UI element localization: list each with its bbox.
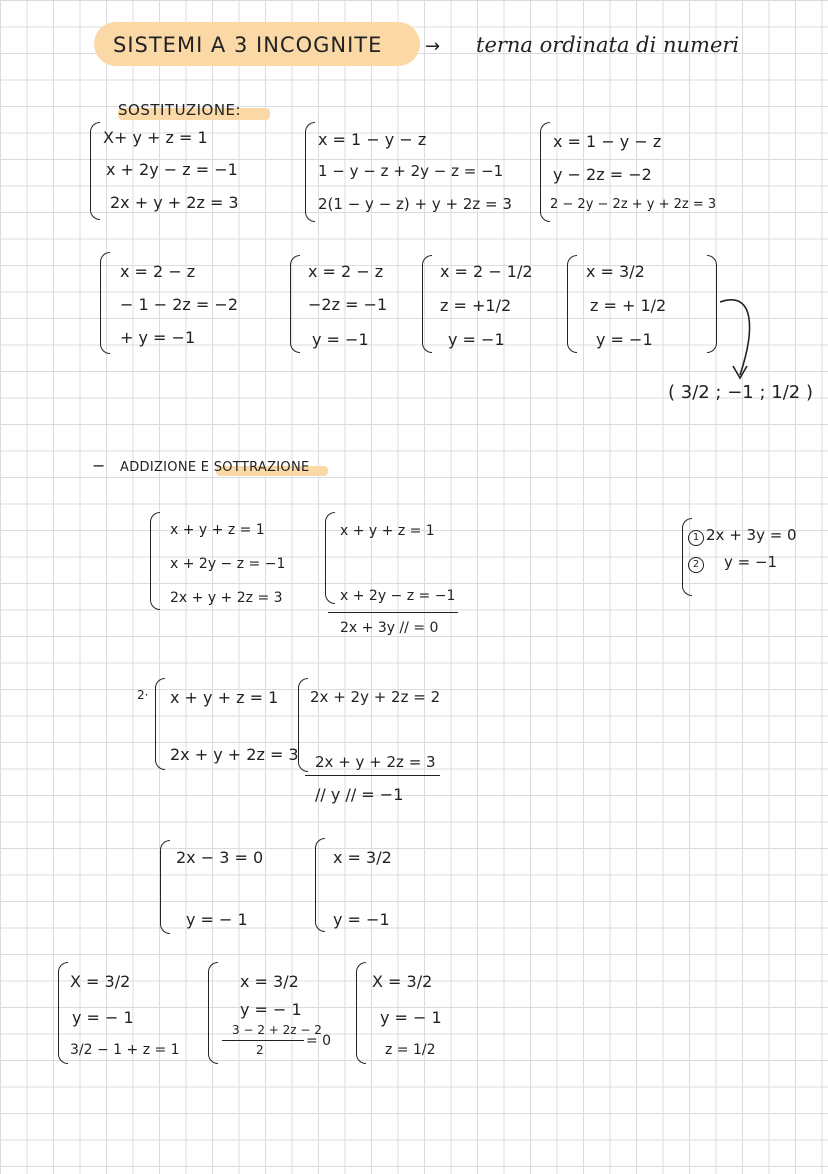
equation: y = −1: [596, 330, 653, 349]
equation: x = 2 − z: [120, 262, 196, 281]
page-subtitle: terna ordinata di numeri: [476, 33, 740, 57]
system-brace: [290, 255, 300, 353]
equation-number: 2: [688, 557, 704, 573]
equation: x = 3/2: [586, 262, 645, 281]
equation: z = + 1/2: [590, 296, 667, 315]
equation: z = +1/2: [440, 296, 512, 315]
equation-result: // y // = −1: [315, 785, 404, 804]
equation: x + y + z = 1: [170, 688, 279, 707]
section-heading-sostituzione: SOSTITUZIONE:: [118, 101, 242, 119]
equation: x = 3/2: [240, 972, 299, 991]
equation: x = 2 − 1/2: [440, 262, 533, 281]
equation: 2x + y + 2z = 3: [170, 590, 283, 606]
equation: 2(1 − y − z) + y + 2z = 3: [318, 195, 512, 213]
bullet-dash: −: [92, 456, 106, 475]
system-brace: [422, 255, 432, 353]
equation: −2z = −1: [308, 295, 388, 314]
equation-number: 1: [688, 530, 704, 546]
sum-line: [305, 775, 440, 776]
equation: x = 1 − y − z: [553, 132, 662, 151]
equation: y = − 1: [380, 1008, 442, 1027]
equation: 2x + y + 2z = 3: [110, 193, 239, 212]
page-title: SISTEMI A 3 INCOGNITE: [113, 33, 383, 57]
system-brace: [325, 512, 335, 604]
equation: 2 − 2y − 2z + y + 2z = 3: [550, 197, 717, 212]
equation: + y = −1: [120, 328, 196, 347]
fraction-line: [222, 1040, 304, 1041]
curved-arrow-icon: [715, 290, 775, 390]
equation: 2x + y + 2z = 3: [170, 745, 299, 764]
equation: y = − 1: [240, 1000, 302, 1019]
equation: 2x + 2y + 2z = 2: [310, 688, 441, 706]
equation: X = 3/2: [70, 972, 131, 991]
equation: 1 2x + 3y = 0: [688, 526, 797, 546]
equation-result: 2x + 3y // = 0: [340, 620, 439, 636]
sum-line: [328, 612, 458, 613]
system-brace: [315, 838, 325, 932]
system-brace: [58, 962, 68, 1064]
equation: y = − 1: [186, 910, 248, 929]
equation: z = 1/2: [385, 1042, 436, 1058]
equation: y − 2z = −2: [553, 165, 652, 184]
equation: x + 2y − z = −1: [106, 160, 238, 179]
equation: 2x + y + 2z = 3: [315, 753, 436, 771]
equation: 3/2 − 1 + z = 1: [70, 1042, 180, 1058]
equation: y = −1: [448, 330, 505, 349]
equation: 1 − y − z + 2y − z = −1: [318, 162, 504, 180]
system-brace: [155, 678, 165, 770]
equation: − 1 − 2z = −2: [120, 295, 238, 314]
equation: x + y + z = 1: [170, 522, 265, 538]
system-brace: [160, 840, 170, 934]
system-brace: [150, 512, 160, 610]
equation: x = 2 − z: [308, 262, 384, 281]
arrow: →: [425, 36, 441, 57]
equation-rhs: = 0: [306, 1033, 332, 1049]
solution-triple: ( 3/2 ; −1 ; 1/2 ): [668, 382, 813, 403]
equation: x + y + z = 1: [340, 523, 435, 539]
equation: X+ y + z = 1: [103, 128, 208, 147]
system-brace: [298, 678, 308, 772]
equation: x + 2y − z = −1: [170, 556, 286, 572]
equation: X = 3/2: [372, 972, 433, 991]
equation: y = −1: [333, 910, 390, 929]
equation: 2x − 3 = 0: [176, 848, 264, 867]
system-brace: [540, 122, 550, 222]
multiplier-label: 2·: [137, 688, 149, 702]
equation: x = 3/2: [333, 848, 392, 867]
fraction-numerator: 3 − 2 + 2z − 2: [232, 1023, 322, 1037]
system-brace: [208, 962, 218, 1064]
equation: y = −1: [312, 330, 369, 349]
system-brace: [90, 122, 100, 220]
system-brace: [356, 962, 366, 1064]
system-brace: [100, 252, 110, 354]
system-brace: [567, 255, 577, 353]
equation: x = 1 − y − z: [318, 130, 427, 149]
equation: 2 y = −1: [688, 553, 777, 573]
equation: x + 2y − z = −1: [340, 588, 456, 604]
section-heading-addizione: ADDIZIONE E SOTTRAZIONE: [120, 460, 310, 475]
fraction-denominator: 2: [256, 1043, 264, 1057]
equation: y = − 1: [72, 1008, 134, 1027]
system-brace: [305, 122, 315, 222]
